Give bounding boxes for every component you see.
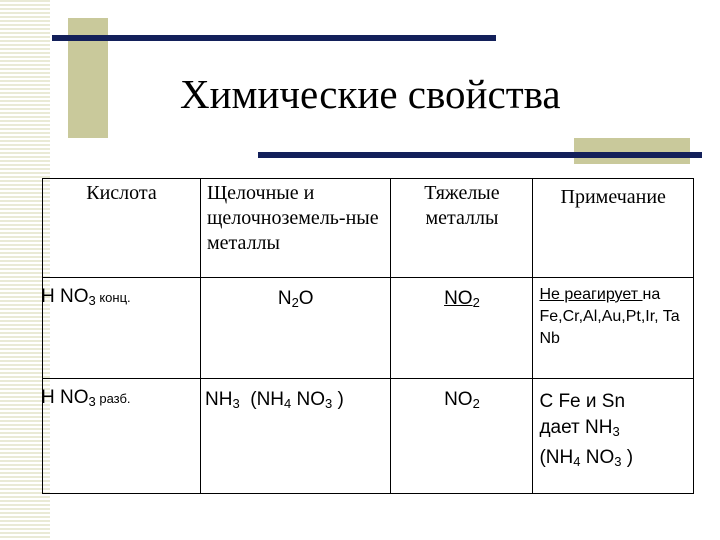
properties-table	[42, 178, 694, 494]
cell-note-conc	[533, 278, 694, 379]
note-dilute-line3: ($NH_4$ $NO_3$ )	[539, 447, 634, 469]
table-row-dilute	[43, 379, 694, 494]
cell-acid-dil	[43, 379, 201, 494]
acid-dilute-label: H $NO_3$ разб.	[41, 387, 131, 409]
note-concentrated: Не реагирует на Fe,Cr,Al,Au,Pt,Ir, Ta Nb	[539, 286, 680, 347]
title-rule-bottom	[258, 152, 702, 158]
formula-nh3-nh4no3: $NH_3$ ($NH_4$ $NO_3$ )	[205, 389, 344, 411]
formula-no2-dil: $NO_2$	[444, 389, 480, 411]
note-dilute	[533, 379, 693, 475]
cell-acid-conc	[43, 278, 201, 379]
accent-block-right	[574, 138, 690, 164]
table-row-concentrated	[43, 278, 694, 379]
cell-heavy-dil	[391, 379, 533, 494]
slide-title: Химические свойства	[180, 71, 561, 117]
header-cell-note	[533, 179, 694, 278]
header-note: Примечание	[560, 186, 666, 208]
cell-alkali-dil	[201, 379, 391, 494]
header-cell-acid	[43, 179, 201, 278]
note-dilute-line1: С Fe и Sn	[539, 391, 626, 412]
header-cell-heavy	[391, 179, 533, 278]
formula-no2-conc: $NO_2$	[444, 288, 480, 310]
formula-n2o: $N_2O$	[277, 288, 314, 310]
header-heavy-metals: Тяжелые металлы	[424, 182, 500, 229]
header-alkali-metals: Щелочные и щелочноземель-ные металлы	[207, 182, 379, 254]
table-header-row	[43, 179, 694, 278]
acid-concentrated-label: H $NO_3$ конц.	[41, 286, 131, 308]
title-rule-top	[52, 35, 496, 41]
cell-heavy-conc	[391, 278, 533, 379]
header-cell-alkali	[201, 179, 391, 278]
header-acid: Кислота	[86, 182, 157, 204]
cell-note-dil	[533, 379, 694, 494]
cell-alkali-conc	[201, 278, 391, 379]
note-dilute-line2: дает $NH_3$	[539, 417, 620, 439]
